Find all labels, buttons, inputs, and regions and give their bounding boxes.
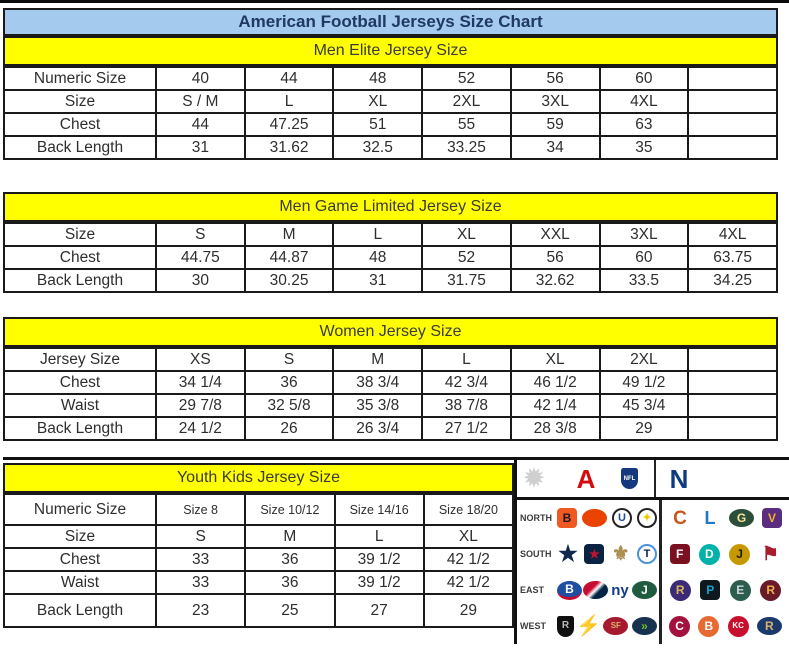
afc-logos	[557, 616, 659, 637]
size-cell: 36	[245, 548, 334, 571]
afc-logos	[557, 508, 659, 528]
men-elite-section	[3, 36, 778, 160]
size-cell: 34.25	[688, 269, 777, 292]
size-cell: 49 1/2	[600, 371, 689, 394]
table-row	[4, 90, 777, 113]
size-cell: 31	[156, 136, 245, 159]
size-cell: S	[156, 525, 245, 548]
size-cell	[688, 417, 777, 440]
panthers-logo: P	[700, 580, 720, 600]
size-cell: 35 3/8	[333, 394, 422, 417]
size-cell: 40	[156, 67, 245, 90]
size-cell: 32.62	[511, 269, 600, 292]
nfc-logos	[659, 536, 789, 572]
youth-table	[3, 493, 514, 628]
size-cell	[688, 90, 777, 113]
size-cell: 24 1/2	[156, 417, 245, 440]
chiefs-logo: KC	[728, 616, 749, 637]
size-cell: 46 1/2	[511, 371, 600, 394]
size-cell: 48	[333, 67, 422, 90]
table-row	[4, 223, 777, 246]
size-cell: 44	[156, 113, 245, 136]
table-row	[4, 371, 777, 394]
browns-logo	[582, 509, 607, 527]
size-cell: 36	[245, 371, 334, 394]
size-cell: 39 1/2	[335, 548, 424, 571]
row-label: Size	[4, 525, 156, 548]
patriots-logo	[583, 581, 608, 599]
size-cell: 35	[600, 136, 689, 159]
size-cell: 34 1/4	[156, 371, 245, 394]
row-label: Chest	[4, 548, 156, 571]
size-cell: 33.5	[600, 269, 689, 292]
nfc-logo: N	[669, 463, 689, 494]
table-row	[4, 548, 513, 571]
size-cell: 31.75	[422, 269, 511, 292]
row-label: Jersey Size	[4, 348, 156, 371]
dolphins-logo: D	[699, 544, 720, 565]
size-cell: M	[245, 525, 334, 548]
size-cell: 33	[156, 571, 245, 594]
colts-logo: U	[612, 508, 632, 528]
bears-logo: C	[673, 507, 687, 529]
size-cell: Size 10/12	[245, 494, 334, 525]
size-cell: 51	[333, 113, 422, 136]
size-cell: 56	[511, 246, 600, 269]
row-label: Waist	[4, 571, 156, 594]
size-cell: 48	[333, 246, 422, 269]
row-label: Chest	[4, 371, 156, 394]
size-cell: 29 7/8	[156, 394, 245, 417]
size-cell: 4XL	[600, 90, 689, 113]
size-cell: 56	[511, 67, 600, 90]
seahawks-logo: »	[632, 617, 657, 635]
table-row	[4, 113, 777, 136]
table-row	[4, 417, 777, 440]
size-cell: Size 8	[156, 494, 245, 525]
broncos-logo: B	[698, 616, 719, 637]
size-cell: 33	[156, 548, 245, 571]
row-label: Back Length	[4, 136, 156, 159]
saints-logo: ⚜	[611, 543, 630, 565]
row-label: Numeric Size	[4, 494, 156, 525]
size-cell: XS	[156, 348, 245, 371]
size-cell: Size 18/20	[424, 494, 513, 525]
size-cell: 26	[245, 417, 334, 440]
size-cell: 31	[333, 269, 422, 292]
table-row	[4, 594, 513, 627]
packers-logo: G	[729, 509, 754, 527]
size-cell: 55	[422, 113, 511, 136]
men-game-limited-section	[3, 192, 778, 293]
rams-logo: R	[757, 617, 782, 635]
size-cell: 42 3/4	[422, 371, 511, 394]
chart-title: American Football Jerseys Size Chart	[238, 12, 543, 31]
size-cell: 44.75	[156, 246, 245, 269]
size-cell: S	[245, 348, 334, 371]
49ers-logo: SF	[603, 617, 628, 635]
division-label: WEST	[520, 621, 546, 631]
women-section	[3, 317, 778, 441]
size-cell: 52	[422, 246, 511, 269]
division-rows	[517, 500, 789, 644]
size-cell: 32.5	[333, 136, 422, 159]
division-label: EAST	[520, 585, 545, 595]
row-label: Numeric Size	[4, 67, 156, 90]
division-label: NORTH	[520, 513, 552, 523]
nfc-logos	[659, 500, 789, 536]
division-row	[517, 500, 789, 536]
size-cell: 63.75	[688, 246, 777, 269]
size-cell: 60	[600, 67, 689, 90]
size-cell: 60	[600, 246, 689, 269]
texans-logo: ★	[584, 544, 604, 564]
row-label: Back Length	[4, 594, 156, 627]
afc-logo: A	[576, 463, 596, 494]
falcons-logo: F	[670, 544, 690, 564]
size-cell: 27 1/2	[422, 417, 511, 440]
size-cell: L	[245, 90, 334, 113]
starburst-logo: ✹	[523, 464, 545, 492]
row-label: Waist	[4, 394, 156, 417]
division-label: SOUTH	[520, 549, 552, 559]
size-cell: 38 7/8	[422, 394, 511, 417]
nfc-logos	[659, 608, 789, 644]
table-row	[4, 494, 513, 525]
table-row	[4, 246, 777, 269]
row-label: Chest	[4, 246, 156, 269]
size-cell: 63	[600, 113, 689, 136]
bills-logo: B	[557, 581, 582, 600]
size-cell: 3XL	[600, 223, 689, 246]
size-cell: 45 3/4	[600, 394, 689, 417]
buccaneers-logo: ⚑	[761, 543, 779, 565]
size-cell: L	[335, 525, 424, 548]
size-cell: 42 1/2	[424, 548, 513, 571]
size-cell: 32 5/8	[245, 394, 334, 417]
table-row	[4, 269, 777, 292]
size-cell: 29	[424, 594, 513, 627]
size-cell: XXL	[511, 223, 600, 246]
conference-logo-header	[517, 460, 789, 500]
size-cell: 39 1/2	[335, 571, 424, 594]
lions-logo: L	[704, 508, 716, 528]
division-row	[517, 608, 789, 644]
women-title: Women Jersey Size	[3, 317, 778, 347]
nfl-shield-logo: NFL	[621, 468, 638, 489]
steelers-logo: ✦	[637, 508, 657, 528]
raiders-logo: R	[557, 616, 574, 637]
size-cell: 2XL	[600, 348, 689, 371]
table-row	[4, 348, 777, 371]
size-cell	[688, 113, 777, 136]
size-cell: 30.25	[245, 269, 334, 292]
giants-logo: ny	[611, 581, 629, 599]
size-cell: 38 3/4	[333, 371, 422, 394]
titans-logo: T	[637, 544, 657, 564]
size-cell: 44	[245, 67, 334, 90]
division-row	[517, 536, 789, 572]
size-cell: 52	[422, 67, 511, 90]
size-cell: XL	[422, 223, 511, 246]
nfl-logo-panel	[514, 460, 789, 644]
table-row	[4, 571, 513, 594]
men-elite-title: Men Elite Jersey Size	[3, 36, 778, 66]
size-cell: M	[245, 223, 334, 246]
row-label: Size	[4, 223, 156, 246]
bengals-logo: B	[557, 508, 577, 528]
size-cell: S	[156, 223, 245, 246]
cardinals-logo: C	[669, 616, 690, 637]
size-cell	[688, 136, 777, 159]
size-cell: 3XL	[511, 90, 600, 113]
size-cell: 25	[245, 594, 334, 627]
size-cell: 28 3/8	[511, 417, 600, 440]
size-cell: 31.62	[245, 136, 334, 159]
size-cell: 42 1/2	[424, 571, 513, 594]
redskins-logo: R	[760, 580, 781, 601]
size-cell: 59	[511, 113, 600, 136]
size-cell: 4XL	[688, 223, 777, 246]
size-cell: L	[333, 223, 422, 246]
chargers-logo: ⚡	[576, 615, 602, 637]
size-cell	[688, 371, 777, 394]
jaguars-logo: J	[729, 544, 750, 565]
ravens-logo: R	[670, 580, 691, 601]
youth-title: Youth Kids Jersey Size	[3, 463, 514, 493]
size-cell: XL	[333, 90, 422, 113]
vikings-logo: V	[762, 508, 782, 528]
size-cell: 34	[511, 136, 600, 159]
bottom-row	[3, 457, 789, 644]
table-row	[4, 67, 777, 90]
table-row	[4, 136, 777, 159]
size-cell: 36	[245, 571, 334, 594]
size-cell: 29	[600, 417, 689, 440]
size-cell: 2XL	[422, 90, 511, 113]
size-cell: 44.87	[245, 246, 334, 269]
afc-logos	[557, 541, 659, 566]
eagles-logo: E	[730, 580, 751, 601]
size-cell: L	[422, 348, 511, 371]
size-cell	[688, 394, 777, 417]
size-cell: 33.25	[422, 136, 511, 159]
size-cell: 27	[335, 594, 424, 627]
row-label: Back Length	[4, 417, 156, 440]
size-cell: XL	[511, 348, 600, 371]
chart-title-bar	[3, 8, 778, 36]
table-row	[4, 525, 513, 548]
nfc-logos	[659, 572, 789, 608]
cowboys-logo: ★	[558, 541, 578, 566]
size-cell: 30	[156, 269, 245, 292]
size-cell: S / M	[156, 90, 245, 113]
men-elite-table	[3, 66, 778, 160]
row-label: Size	[4, 90, 156, 113]
row-label: Back Length	[4, 269, 156, 292]
size-cell: 26 3/4	[333, 417, 422, 440]
women-table	[3, 347, 778, 441]
size-cell: XL	[424, 525, 513, 548]
table-row	[4, 394, 777, 417]
size-cell: M	[333, 348, 422, 371]
youth-section	[3, 460, 514, 628]
men-game-limited-table	[3, 222, 778, 293]
size-cell: 42 1/4	[511, 394, 600, 417]
division-row	[517, 572, 789, 608]
size-cell: Size 14/16	[335, 494, 424, 525]
afc-logos	[557, 580, 659, 601]
size-cell: 47.25	[245, 113, 334, 136]
size-cell	[688, 348, 777, 371]
row-label: Chest	[4, 113, 156, 136]
men-game-limited-title: Men Game Limited Jersey Size	[3, 192, 778, 222]
jets-logo: J	[632, 581, 657, 599]
size-cell: 23	[156, 594, 245, 627]
size-cell	[688, 67, 777, 90]
